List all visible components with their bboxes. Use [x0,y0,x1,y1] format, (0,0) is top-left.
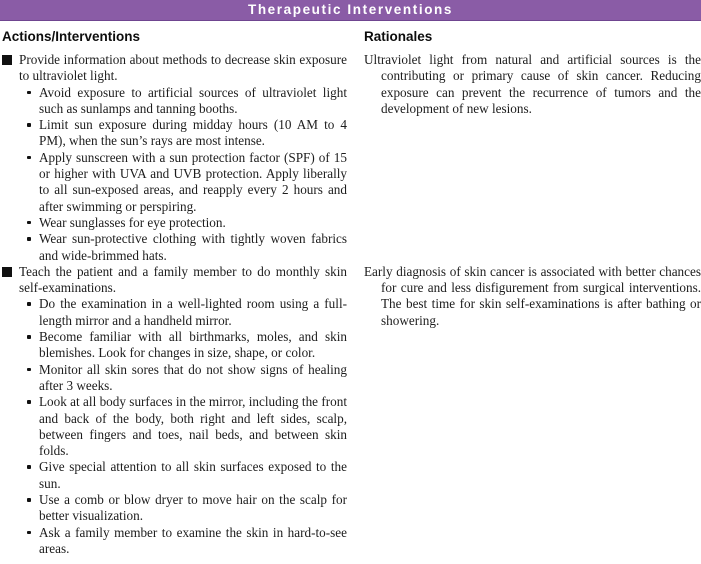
square-bullet-icon [2,55,12,65]
action-sub-item [2,525,347,558]
table-title-bar [0,0,701,21]
rationales-column-header: Rationales [364,29,433,44]
action-sub-item [2,215,347,231]
actions-column-header: Actions/Interventions [2,29,141,44]
action-sub-item [2,117,347,150]
dot-bullet-icon [27,498,31,502]
action-sub-item [2,362,347,395]
action-sub-item-text: Ask a family member to examine the skin in hard-to-see areas. [39,524,347,556]
action-sub-item-text: Apply sunscreen with a sun protection factor (SPF) of 15 or higher with UVA and UVB protection. Apply liberally to all sun-exposed areas, and reapply every 2 hours and after swimming or perspiring. [39,149,347,214]
dot-bullet-icon [27,237,31,241]
action-item [2,52,347,85]
action-sub-item [2,296,347,329]
square-bullet-icon [2,267,12,277]
action-sub-item [2,459,347,492]
action-sub-item-text: Use a comb or blow dryer to move hair on the scalp for better visualization. [39,492,347,524]
action-sub-item [2,394,347,459]
dot-bullet-icon [27,368,31,372]
dot-bullet-icon [27,91,31,95]
rationale-cell-row2: Early diagnosis of skin cancer is associated with better chances for cure and less disfigurement from surgical interventions. The best time for skin self-examinations is after bathing or showering. [364,263,701,328]
dot-bullet-icon [27,400,31,404]
table-body [0,29,701,557]
action-sub-item-text: Avoid exposure to artificial sources of ultraviolet light such as sunlamps and tanning booths. [39,84,347,116]
dot-bullet-icon [27,156,31,160]
actions-cell-row1 [2,52,347,264]
dot-bullet-icon [27,302,31,306]
action-sub-item-text: Monitor all skin sores that do not show signs of healing after 3 weeks. [39,361,347,393]
actions-cell-row2 [2,264,347,557]
dot-bullet-icon [27,465,31,469]
action-sub-item-text: Limit sun exposure during midday hours (10 AM to 4 PM), when the sun’s rays are most intense. [39,117,347,149]
action-sub-item [2,329,347,362]
table-title: Therapeutic Interventions [247,2,454,17]
action-sub-item [2,150,347,215]
rationale-cell-row1: Ultraviolet light from natural and artificial sources is the contributing or primary cause of skin cancer. Reducing exposure can prevent the recurrence of tumors and the development of new lesions. [364,52,701,116]
action-sub-item-text: Do the examination in a well-lighted room using a full-length mirror and a handheld mirror. [39,296,347,328]
action-sub-item-text: Give special attention to all skin surfaces exposed to the sun. [39,459,347,491]
action-sub-item-text: Wear sunglasses for eye protection. [39,214,226,230]
dot-bullet-icon [27,335,31,339]
action-sub-item [2,85,347,118]
dot-bullet-icon [27,531,31,535]
action-item-text: Provide information about methods to decrease skin exposure to ultraviolet light. [19,52,347,84]
action-item-text: Teach the patient and a family member to do monthly skin self-examinations. [19,263,347,296]
action-sub-item-text: Look at all body surfaces in the mirror, including the front and back of the body, both right and left sides, scalp, between fingers and toes, nail beds, and between skin folds. [39,394,347,459]
action-item [2,264,347,297]
action-sub-item-text: Become familiar with all birthmarks, moles, and skin blemishes. Look for changes in size, shape, or color. [39,329,347,361]
action-sub-item [2,231,347,264]
action-sub-item [2,492,347,525]
dot-bullet-icon [27,221,31,225]
dot-bullet-icon [27,123,31,127]
action-sub-item-text: Wear sun-protective clothing with tightly woven fabrics and wide-brimmed hats. [39,231,347,263]
